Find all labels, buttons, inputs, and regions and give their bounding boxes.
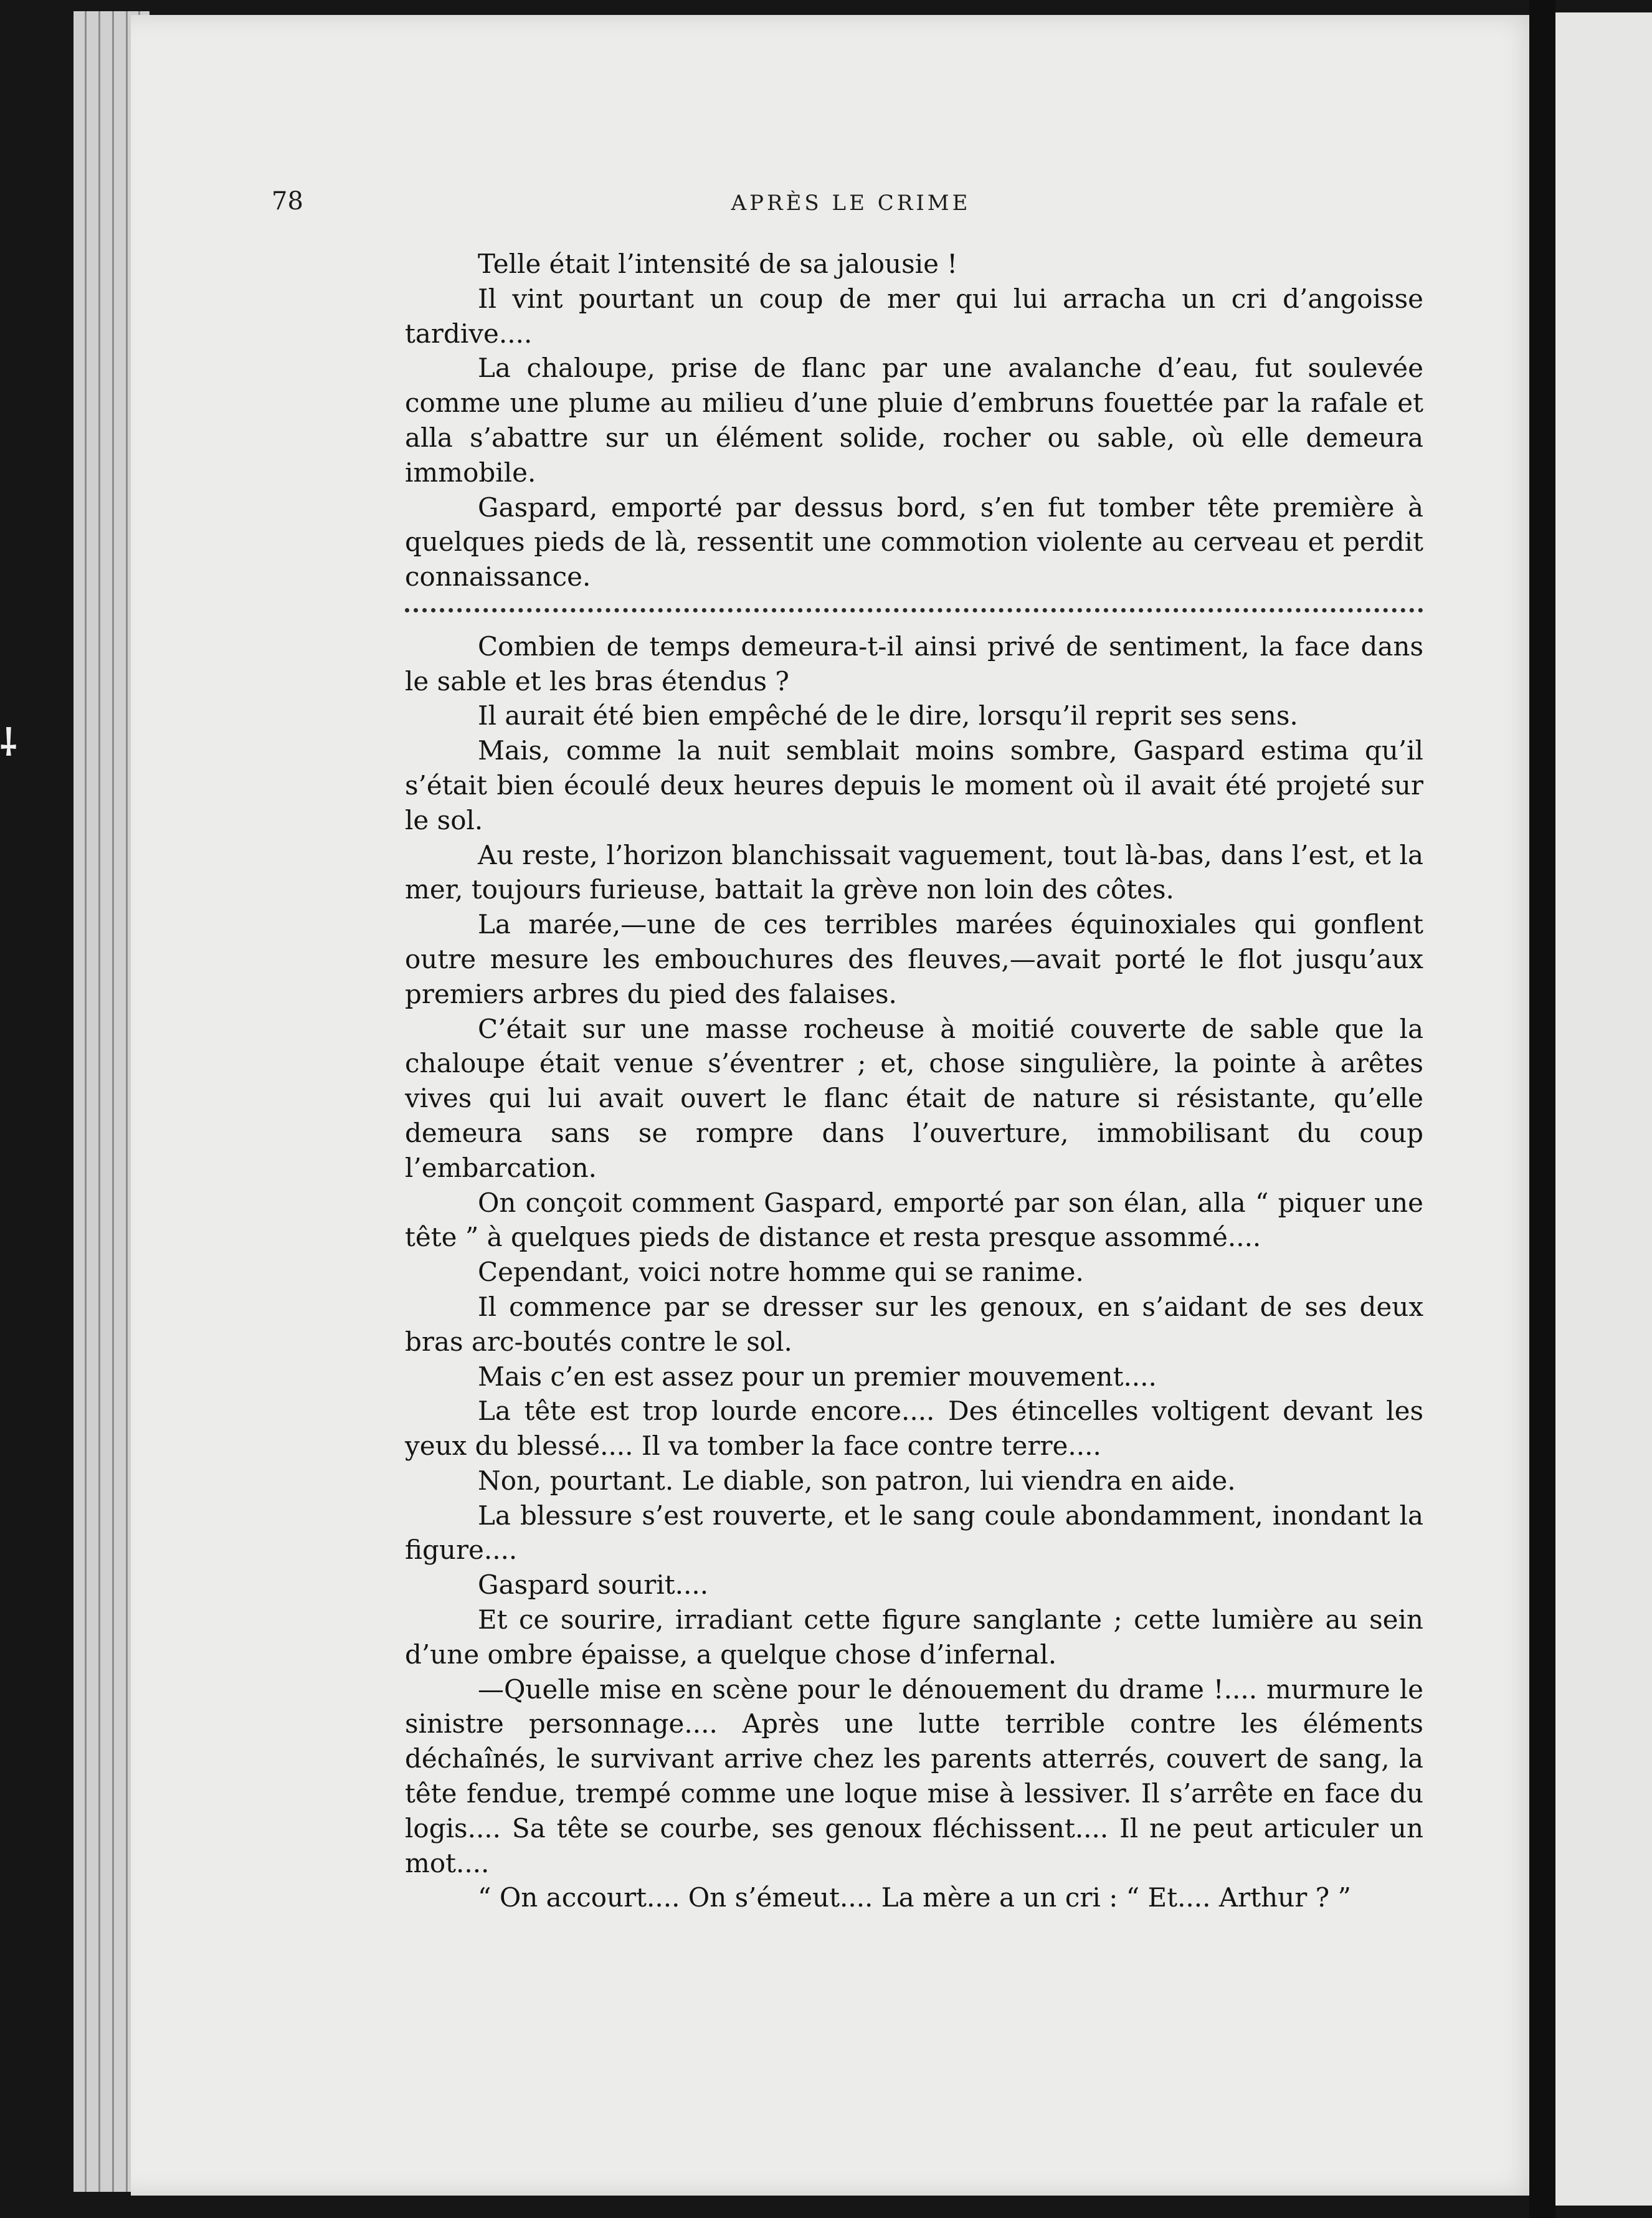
page-edge-line [85, 11, 87, 2192]
paragraph: Cependant, voici notre homme qui se ranime. [478, 1257, 1084, 1288]
paragraph: Telle était l’intensité de sa jalousie ! [478, 249, 958, 279]
paragraph: C’était sur une masse rocheuse à moitié couverte de sable que la chaloupe était venue s’éventrer ; et, chose singulière, la pointe à arêtes vives qui lui avait ouvert le flanc était de nature si résistante, qu’elle demeura sans se rompre dans l’ouverture, immobilisant du coup l’embarcation. [405, 1013, 1423, 1183]
dotted-separator [405, 594, 1423, 629]
paragraph: On conçoit comment Gaspard, emporté par son élan, alla “ piquer une tête ” à quelques pieds de distance et resta presque assommé.... [405, 1187, 1423, 1253]
paragraph: Gaspard sourit.... [478, 1569, 709, 1601]
paragraph: Il vint pourtant un coup de mer qui lui arracha un cri d’angoisse tardive.... [405, 283, 1423, 349]
body-text [405, 247, 1423, 1915]
paragraph: La tête est trop lourde encore.... Des étincelles voltigent devant les yeux du blessé.... Il va tomber la face contre terre.... [405, 1396, 1423, 1462]
margin-mark: ⸸ [0, 721, 17, 764]
paragraph: Combien de temps demeura-t-il ainsi privé de sentiment, la face dans le sable et les bras étendus ? [405, 631, 1423, 697]
page-number: 78 [272, 187, 303, 216]
paragraph: Au reste, l’horizon blanchissait vaguement, tout là-bas, dans l’est, et la mer, toujours furieuse, battait la grève non loin des côtes. [405, 839, 1423, 905]
running-title: APRÈS LE CRIME [731, 191, 971, 216]
page-edge-line [126, 11, 128, 2192]
paragraph: Mais c’en est assez pour un premier mouvement.... [478, 1361, 1157, 1392]
book-gutter [1529, 0, 1555, 2218]
paragraph: La blessure s’est rouverte, et le sang coule abondamment, inondant la figure.... [405, 1500, 1423, 1566]
paragraph: Il aurait été bien empêché de le dire, lorsqu’il reprit ses sens. [478, 700, 1298, 731]
facing-page-edge [1555, 12, 1652, 2206]
paragraph: Il commence par se dresser sur les genoux, en s’aidant de ses deux bras arc-boutés contre le sol. [405, 1291, 1423, 1357]
paragraph: “ On accourt.... On s’émeut.... La mère a un cri : “ Et.... Arthur ? ” [478, 1882, 1351, 1913]
page-edge-line [112, 11, 114, 2192]
text-section-before-break [405, 247, 1423, 594]
paragraph: Mais, comme la nuit semblait moins sombre, Gaspard estima qu’il s’était bien écoulé deux heures depuis le moment où il avait été projeté sur le sol. [405, 735, 1423, 835]
paragraph: Gaspard, emporté par dessus bord, s’en fut tomber tête première à quelques pieds de là, ressentit une commotion violente au cerveau et perdit connaissance. [405, 492, 1423, 593]
paragraph: —Quelle mise en scène pour le dénouement du drame !.... murmure le sinistre personnage.... Après une lutte terrible contre les éléments déchaînés, le survivant arrive chez les parents atterrés, couvert de sang, la tête fendue, trempé comme une loque mise à lessiver. Il s’arrête en face du logis.... Sa tête se courbe, ses genoux fléchissent.... Il ne peut articuler un mot.... [405, 1673, 1423, 1878]
text-section-after-break [405, 629, 1423, 1915]
paragraph: Non, pourtant. Le diable, son patron, lui viendra en aide. [478, 1465, 1236, 1496]
page-edge-line [98, 11, 100, 2192]
running-head [272, 187, 1430, 224]
paragraph: Et ce sourire, irradiant cette figure sanglante ; cette lumière au sein d’une ombre épaisse, a quelque chose d’infernal. [405, 1604, 1423, 1670]
paragraph: La chaloupe, prise de flanc par une avalanche d’eau, fut soulevée comme une plume au milieu d’une pluie d’embruns fouettée par la rafale et alla s’abattre sur un élément solide, rocher ou sable, où elle demeura immobile. [405, 353, 1423, 488]
paragraph: La marée,—une de ces terribles marées équinoxiales qui gonflent outre mesure les embouchures des fleuves,—avait porté le flot jusqu’aux premiers arbres du pied des falaises. [405, 909, 1423, 1009]
